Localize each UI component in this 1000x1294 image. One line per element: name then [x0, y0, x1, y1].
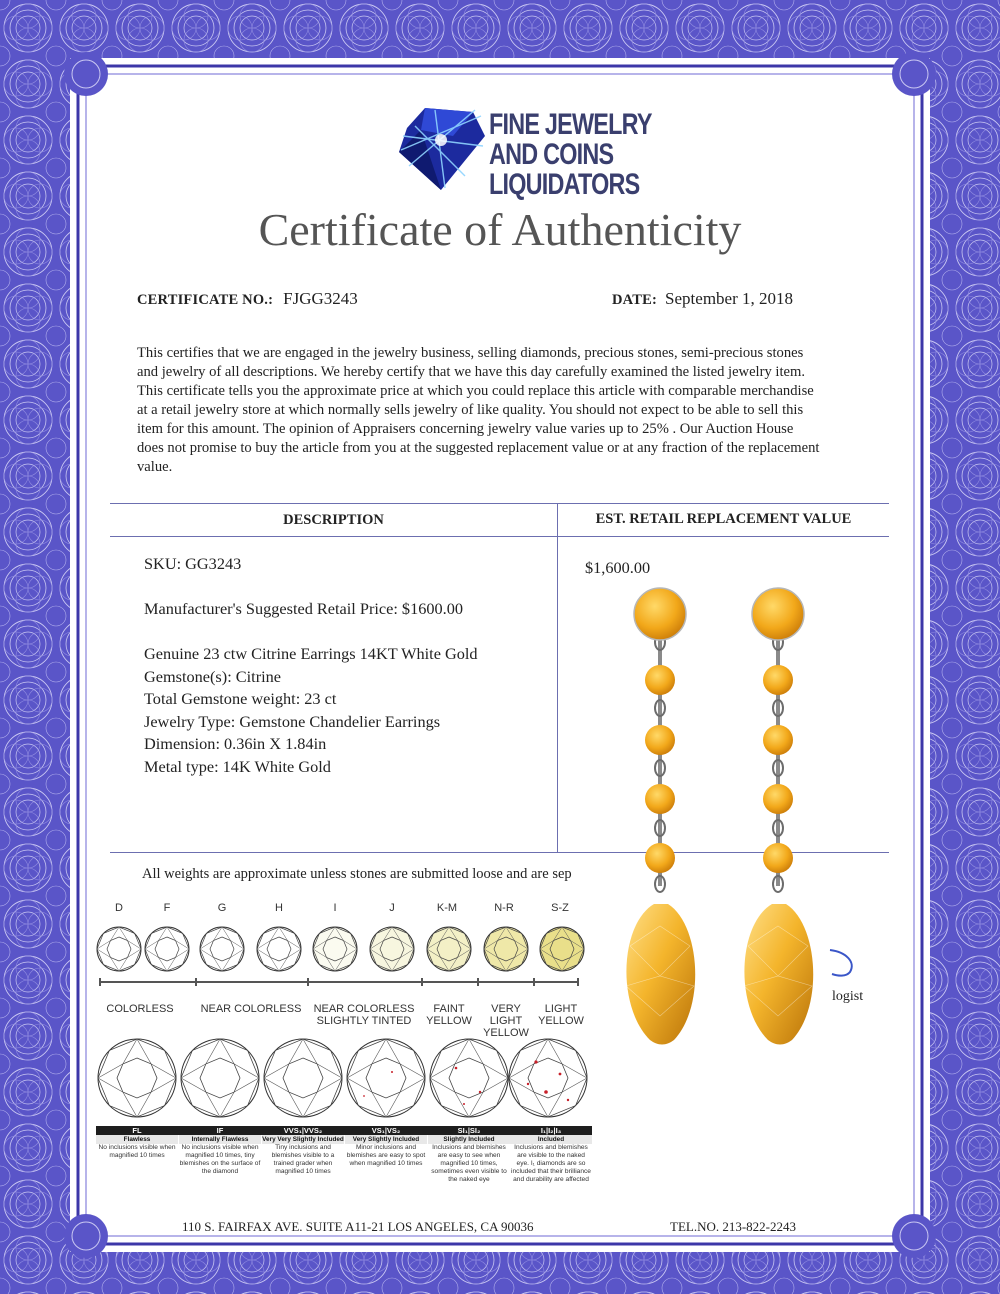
- company-name-line2: AND COINS: [489, 138, 614, 171]
- color-group-label: [536, 1003, 586, 1027]
- color-letter: N-R: [494, 902, 514, 914]
- clarity-desc: Tiny inclusions and blemishes visible to a trained grader when magnified 10 times: [271, 1144, 335, 1175]
- clarity-grade: FL: [132, 1126, 142, 1135]
- clarity-grade: SI₁|SI₂: [457, 1126, 481, 1135]
- footer-address: 110 S. FAIRFAX AVE. SUITE A11-21 LOS ANGELES, CA 90036: [182, 1219, 534, 1234]
- footer-phone: TEL.NO. 213-822-2243: [670, 1219, 797, 1234]
- certificate-number-row: [137, 289, 358, 309]
- item-details: [144, 643, 478, 778]
- clarity-diamond-vs: [347, 1039, 425, 1117]
- table-top-rule: [110, 503, 889, 504]
- clarity-grade: VS₁|VS₂: [371, 1126, 401, 1135]
- detail-line: Gemstone(s): Citrine: [144, 666, 282, 686]
- color-group-line: COLORLESS: [106, 1003, 174, 1015]
- detail-line: Dimension: 0.36in X 1.84in: [144, 734, 327, 753]
- logo-gem-icon: [395, 106, 487, 192]
- clarity-cell: [345, 1126, 427, 1168]
- clarity-grade: IF: [216, 1126, 224, 1135]
- clarity-name: Very Very Slightly Included: [262, 1136, 344, 1143]
- intro-line: This certifies that we are engaged in the jewelry business, selling diamonds, precious stones, semi-precious stones: [137, 345, 804, 361]
- clarity-cell: [262, 1126, 344, 1176]
- color-letter: J: [389, 902, 395, 914]
- color-group-line: NEAR COLORLESS: [200, 1003, 302, 1015]
- clarity-desc: Inclusions and blemishes are visible to the naked eye. I₁ diamonds are so included that their brilliance and durability are affected: [511, 1144, 591, 1183]
- color-stone: [145, 927, 189, 971]
- color-stone: [427, 927, 471, 971]
- color-group-label: [196, 1003, 306, 1015]
- color-group-line: VERY LIGHT: [489, 1003, 523, 1027]
- color-letter: I: [333, 902, 337, 914]
- color-scale-graphic: [92, 918, 592, 990]
- color-stone: [257, 927, 301, 971]
- color-group-line: FAINT: [433, 1003, 465, 1015]
- replacement-value: $1,600.00: [585, 558, 651, 577]
- intro-line: and jewelry of all descriptions. We hereby certify that we have this day carefully examined the listed jewelry item.: [137, 364, 806, 380]
- color-stone: [200, 927, 244, 971]
- clarity-diamond-vvs: [264, 1039, 342, 1117]
- intro-line: item for this amount. The opinion of Appraisers concerning jewelry value varies up to 25% . Our Auction House: [137, 421, 794, 437]
- detail-line: Metal type: 14K White Gold: [144, 756, 331, 776]
- color-letter: D: [115, 902, 123, 914]
- date-label: DATE:: [612, 292, 658, 308]
- color-group-label: [424, 1003, 474, 1027]
- clarity-desc: No inclusions visible when magnified 10 times: [98, 1144, 176, 1159]
- color-stone: [370, 927, 414, 971]
- color-letter: F: [163, 902, 171, 914]
- table-header-rule: [110, 536, 889, 537]
- clarity-diamond-if: [181, 1039, 259, 1117]
- clarity-desc: Inclusions and blemishes are easy to see when magnified 10 times, sometimes even visible to the naked eye: [431, 1144, 507, 1183]
- color-group-line: YELLOW: [483, 1027, 529, 1039]
- clarity-name: Very Slightly Included: [345, 1135, 427, 1144]
- color-letter: H: [275, 902, 283, 914]
- intro-paragraph: [137, 344, 875, 477]
- color-group-label: [308, 1003, 420, 1027]
- clarity-desc: Minor inclusions and blemishes are easy to spot when magnified 10 times: [346, 1144, 426, 1167]
- clarity-diamond-si: [430, 1039, 508, 1117]
- certificate-number-label: CERTIFICATE NO.:: [137, 292, 274, 308]
- intro-line: This certificate tells you the approximate price at which you could replace this article with comparable merchandise: [137, 383, 814, 399]
- clarity-diamond-i: [509, 1039, 587, 1117]
- certificate-date-row: [612, 289, 793, 309]
- clarity-name: Included: [510, 1135, 592, 1144]
- clarity-cell: [96, 1126, 178, 1160]
- clarity-name: Flawless: [96, 1135, 178, 1144]
- clarity-cell: [179, 1126, 261, 1176]
- clarity-grade: VVS₁|VVS₂: [283, 1126, 323, 1135]
- clarity-name: Internally Flawless: [179, 1135, 261, 1144]
- intro-line: does not promise to buy the article from you at the suggested replacement value or at any fraction of the replacement: [137, 440, 820, 456]
- intro-line: value.: [137, 459, 173, 475]
- company-name-line3: LIQUIDATORS: [489, 168, 640, 201]
- color-group-line: SLIGHTLY TINTED: [316, 1015, 412, 1027]
- certificate-number: FJGG3243: [283, 289, 358, 308]
- earrings-product-image: [596, 586, 846, 1046]
- msrp: Manufacturer's Suggested Retail Price: $1600.00: [144, 599, 463, 618]
- color-letter: S-Z: [551, 902, 569, 914]
- clarity-desc: No inclusions visible when magnified 10 times, tiny blemishes on the surface of the diamond: [179, 1144, 261, 1175]
- color-stone: [540, 927, 584, 971]
- clarity-scale-graphic: [96, 1034, 592, 1126]
- color-stone: [97, 927, 141, 971]
- clarity-name: Slightly Included: [428, 1135, 510, 1144]
- table-column-divider: [557, 503, 558, 853]
- certificate-title: Certificate of Authenticity: [258, 204, 742, 255]
- certificate-date: September 1, 2018: [665, 289, 793, 308]
- color-group-line: YELLOW: [538, 1015, 584, 1027]
- clarity-cell: [510, 1126, 592, 1184]
- color-letter: G: [217, 902, 227, 914]
- color-group-line: YELLOW: [426, 1015, 472, 1027]
- intro-line: at a retail jewelry store at which normally sells jewelry of like quality. You should not expect to be able to sell this: [137, 402, 804, 418]
- color-letter: K-M: [436, 902, 458, 914]
- clarity-table: [96, 1126, 592, 1212]
- description-header: DESCRIPTION: [283, 512, 384, 528]
- value-header: EST. RETAIL REPLACEMENT VALUE: [595, 511, 852, 527]
- clarity-diamond-fl: [98, 1039, 176, 1117]
- clarity-grade: I₁|I₂|I₃: [540, 1126, 562, 1135]
- clarity-cell: [428, 1126, 510, 1184]
- gemologist-title: logist: [832, 989, 864, 1004]
- color-group-label: [100, 1003, 180, 1015]
- detail-line: Jewelry Type: Gemstone Chandelier Earrings: [144, 711, 441, 731]
- color-stone: [484, 927, 528, 971]
- color-group-line: LIGHT: [544, 1003, 578, 1015]
- detail-line: Total Gemstone weight: 23 ct: [144, 689, 337, 708]
- color-group-line: NEAR COLORLESS: [313, 1003, 415, 1015]
- sku: SKU: GG3243: [144, 554, 242, 573]
- color-stone: [313, 927, 357, 971]
- company-name-line1: FINE JEWELRY: [489, 108, 652, 141]
- weights-note: All weights are approximate unless stones are submitted loose and are sep: [142, 866, 572, 882]
- detail-line: Genuine 23 ctw Citrine Earrings 14KT White Gold: [144, 644, 478, 663]
